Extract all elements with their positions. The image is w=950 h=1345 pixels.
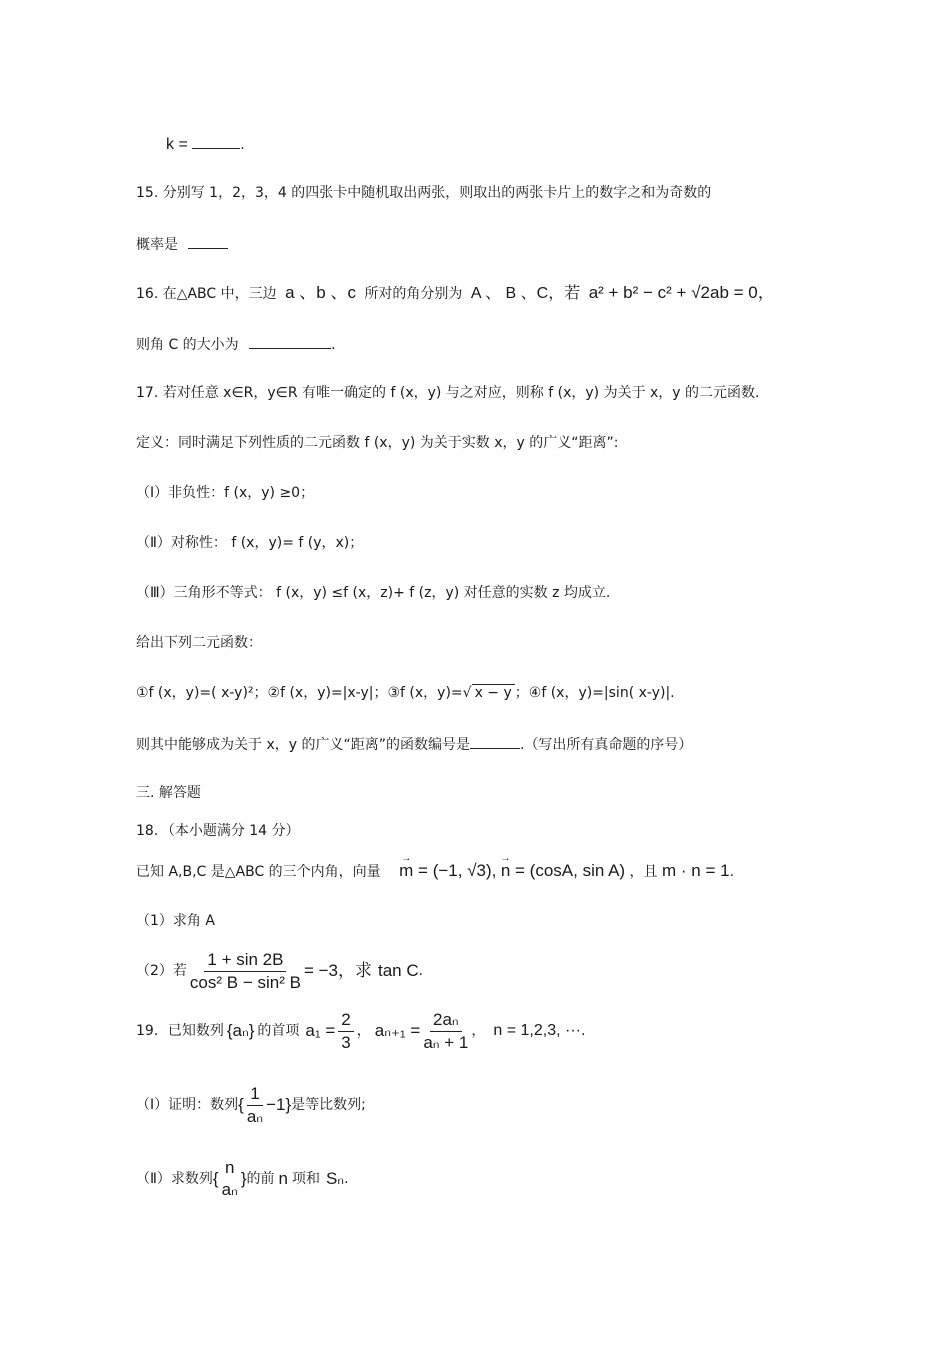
q19-part2-text: 的前 (246, 1171, 275, 1187)
q16-prefix: 16. 在△ABC 中，三边 (136, 286, 277, 302)
q19-stem-text2: 的首项 (257, 1023, 300, 1039)
fraction-numerator: 1 + sin 2B (204, 949, 286, 972)
q17-funcs-part2: ；④f (x，y)=|sin( x-y)|. (514, 685, 675, 701)
dot-product: m · n = 1 (662, 861, 730, 880)
q19-part1 (136, 1080, 366, 1130)
q14-answer-line (166, 134, 245, 154)
q18-header: 18．（本小题满分 14 分） (136, 823, 300, 839)
sum-symbol: Sₙ (325, 1169, 345, 1188)
n-range: n = 1,2,3, ···. (493, 1022, 586, 1039)
n-value: = (cosA, sin A) (515, 861, 626, 880)
m-value: = (−1, √3), (418, 861, 497, 880)
recurrence-fraction (423, 1009, 468, 1054)
q15-prompt: 概率是 (136, 237, 178, 253)
left-brace: { (238, 1095, 244, 1114)
q18-and: ，且 (629, 864, 658, 880)
q19-part2-prefix: （Ⅱ）求数列 (136, 1171, 213, 1187)
q18-stem-text: 已知 A,B,C 是△ABC 的三个内角，向量 (136, 864, 381, 880)
fraction-denominator: aₙ (221, 1180, 238, 1199)
a1-label: a₁ = (305, 1021, 336, 1040)
q17-prompt: 则其中能够成为关于 x，y 的广义“距离”的函数编号是 (136, 737, 470, 753)
vector-n (501, 861, 625, 880)
comma: ， (356, 1023, 371, 1039)
n-symbol: n (278, 1169, 288, 1188)
q17-funcs-part1: ①f (x，y)=( x-y)²；②f (x，y)=|x-y|；③f (x，y)= (136, 685, 463, 701)
q17-prop2: （Ⅱ）对称性： f (x，y)= f (y，x)； (136, 535, 364, 551)
period: . (418, 963, 424, 979)
k-label: k = (166, 136, 188, 153)
right-brace: } (240, 1169, 247, 1188)
fraction-denominator: aₙ (246, 1106, 264, 1126)
answer-blank (188, 234, 228, 249)
q18-part2 (136, 946, 423, 996)
p1-fraction (247, 1083, 263, 1128)
fraction-denominator: aₙ + 1 (423, 1032, 469, 1052)
period: . (344, 1171, 349, 1187)
q16-sides: a 、b 、c (285, 283, 356, 302)
q16-prompt: 则角 C 的大小为 (136, 337, 239, 353)
q19-part1-claim: 是等比数列; (291, 1097, 366, 1113)
period: . (331, 337, 336, 353)
answer-blank (470, 734, 520, 749)
q17-prop3: （Ⅲ）三角形不等式： f (x，y) ≤f (x，z)+ f (z，y) 对任意的实数 z 均成立. (136, 585, 611, 601)
section-title: 三. 解答题 (136, 785, 201, 801)
q17-note: .（写出所有真命题的序号） (519, 737, 693, 753)
q17-line1: 17. 若对任意 x∈R，y∈R 有唯一确定的 f (x，y) 与之对应，则称 f (x，y) 为关于 x，y 的二元函数. (136, 385, 760, 401)
sequence-symbol: {aₙ} (226, 1021, 255, 1040)
fraction-numerator: 2 (338, 1009, 353, 1032)
m-symbol: → m (399, 862, 413, 880)
q19-part2 (136, 1152, 349, 1206)
period: . (729, 864, 735, 880)
fraction-denominator: cos² B − sin² B (189, 972, 301, 992)
q17-prop1: （Ⅰ）非负性：f (x，y) ≥0； (136, 485, 315, 501)
comma: ， (471, 1023, 486, 1039)
q16-line1 (136, 284, 775, 303)
sqrt-symbol: √ (462, 685, 472, 701)
answer-blank (249, 334, 331, 349)
fraction-numerator: 1 (247, 1083, 262, 1106)
q16-equation: a² + b² − c² + √2ab = 0， (588, 283, 775, 302)
answer-blank (192, 134, 240, 149)
q19-stem-text: 19．已知数列 (136, 1023, 224, 1039)
q17-sqrt-arg: x − y (472, 684, 515, 701)
fraction-numerator: 2aₙ (430, 1009, 462, 1032)
q18-part2-prefix: （2）若 (136, 963, 187, 979)
q17-line2: 定义：同时满足下列性质的二元函数 f (x，y) 为关于实数 x，y 的广义“距离”: (136, 435, 619, 451)
period: . (240, 137, 245, 153)
q19-stem (136, 1006, 585, 1056)
vector-m (399, 861, 496, 880)
q17-ask (136, 734, 692, 754)
q15-line2 (136, 234, 228, 254)
recurrence-label: aₙ₊₁ = (374, 1021, 421, 1040)
q16-middle: 所对的角分别为 (364, 286, 463, 302)
q19-part2-text2: 项和 (291, 1171, 320, 1187)
q15-line1: 15. 分别写 1，2，3，4 的四张卡中随机取出两张，则取出的两张卡片上的数字之和为奇数的 (136, 185, 712, 201)
q18-part1: （1）求角 A (136, 913, 215, 929)
fraction-denominator: 3 (341, 1032, 351, 1052)
q17-functions (136, 684, 675, 702)
q18-fraction (190, 949, 301, 994)
left-brace: { (212, 1169, 219, 1188)
q19-part1-prefix: （Ⅰ）证明：数列 (136, 1097, 239, 1113)
q18-target: tan C (377, 961, 419, 980)
fraction-numerator: n (224, 1158, 235, 1177)
q18-part2-eq: = −3，求 (303, 961, 372, 980)
q16-angles: A 、 B 、C，若 (470, 285, 581, 302)
p1-tail: −1} (266, 1095, 292, 1114)
q17-given: 给出下列二元函数： (136, 635, 262, 651)
q18-stem (136, 862, 734, 881)
q16-line2 (136, 334, 336, 354)
n-symbol: → n (501, 862, 510, 880)
a1-fraction (338, 1009, 353, 1054)
p2-fraction (222, 1157, 238, 1201)
